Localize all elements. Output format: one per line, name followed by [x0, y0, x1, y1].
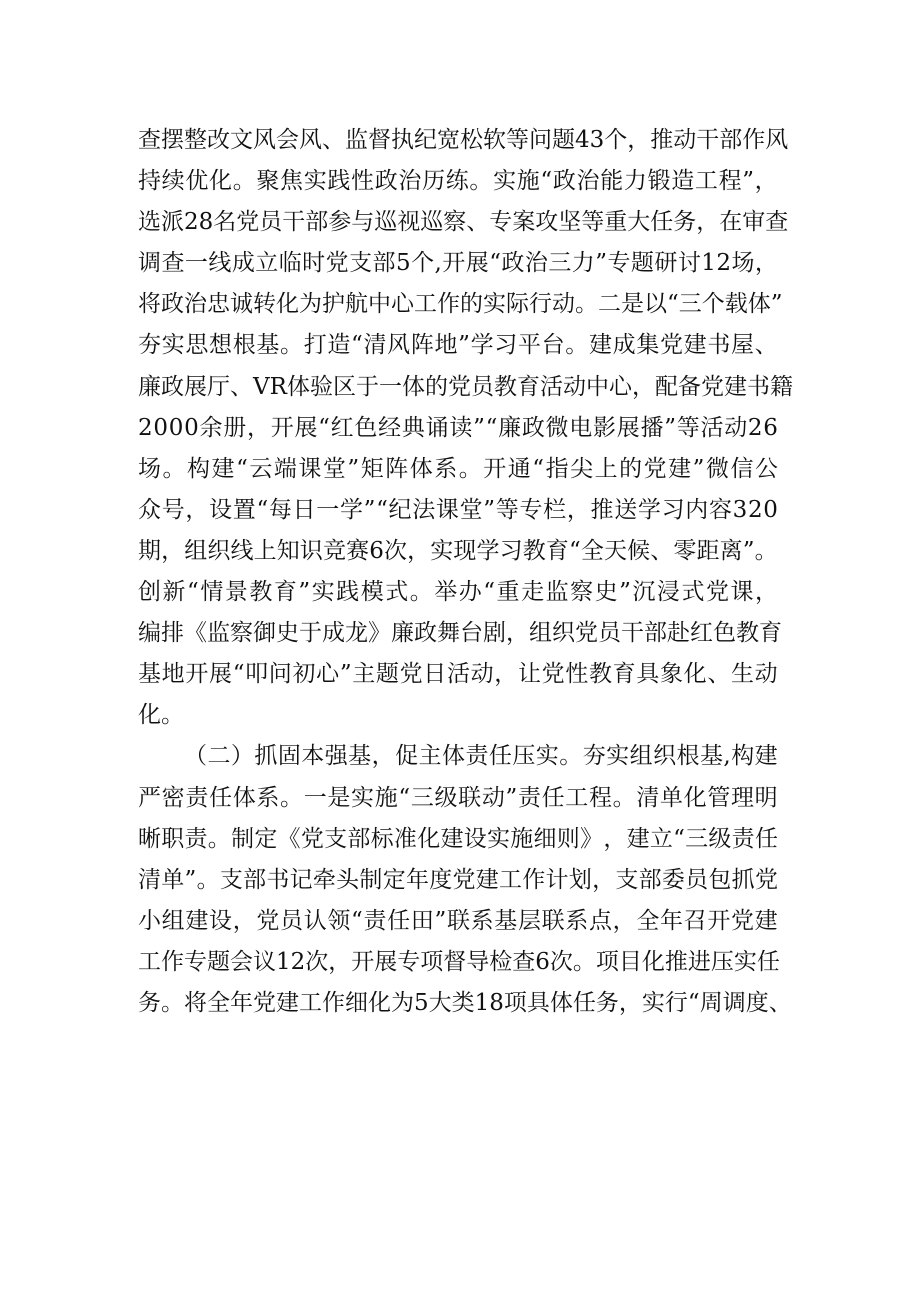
text-line: 编 排 《 监 察 御 史 于 成 龙 》 廉 政 舞 台 剧 ， 组 织 党 员 干 部 赴 红 色 教 育 — [138, 620, 782, 647]
paragraph-1 — [138, 120, 793, 736]
text-line: 调 查 一 线 成 立 临 时 党 支 部 5 个 , 开 展 “ 政 治 三 力 ” 专 题 研 讨 1 2 场 ， — [138, 250, 778, 277]
text-line: 夯 实 思 想 根 基 。 打 造 “ 清 风 阵 地 ” 学 习 平 台 。 建 成 集 党 建 书 屋 、 — [138, 332, 778, 359]
paragraph-2 — [138, 736, 792, 1024]
text-line: 务 。 将 全 年 党 建 工 作 细 化 为 5 大 类 1 8 项 具 体 任 务 ， 实 行 “ 周 调 度 、 — [138, 989, 792, 1016]
document-body — [138, 120, 793, 1024]
text-line: 众 号 ， 设 置 “ 每 日 一 学 ” “ 纪 法 课 堂 ” 等 专 栏 ， 推 送 学 习 内 容 3 2 0 — [138, 496, 778, 523]
text-line: 廉 政 展 厅 、 V R 体 验 区 于 一 体 的 党 员 教 育 活 动 中 心 ， 配 备 党 建 书 籍 — [138, 373, 793, 400]
text-line: 场 。 构 建 “ 云 端 课 堂 ” 矩 阵 体 系 。 开 通 “ 指 尖 上 的 党 建 ” 微 信 公 — [138, 455, 778, 482]
text-line: 选 派 2 8 名 党 员 干 部 参 与 巡 视 巡 察 、 专 案 攻 坚 等 重 大 任 务 ， 在 审 查 — [138, 209, 789, 236]
text-line: 期 ， 组 织 线 上 知 识 竞 赛 6 次 ， 实 现 学 习 教 育 “ 全 天 候 、 零 距 离 ” 。 — [138, 537, 778, 564]
text-line: 晰 职 责 。 制 定 《 党 支 部 标 准 化 建 设 实 施 细 则 》 ， 建 立 “ 三 级 责 任 — [138, 825, 778, 852]
text-line: 持 续 优 化 。 聚 焦 实 践 性 政 治 历 练 。 实 施 “ 政 治 能 力 锻 造 工 程 ” ， — [138, 168, 778, 195]
text-line: 将 政 治 忠 诚 转 化 为 护 航 中 心 工 作 的 实 际 行 动 。 二 是 以 “ 三 个 载 体 ” — [138, 291, 783, 318]
text-line: 查 摆 整 改 文 风 会 风 、 监 督 执 纪 宽 松 软 等 问 题 4 3 个 ， 推 动 干 部 作 风 — [138, 127, 789, 153]
text-line: 工 作 专 题 会 议 1 2 次 ， 开 展 专 项 督 导 检 查 6 次 。 项 目 化 推 进 压 实 任 — [138, 948, 780, 975]
text-line: 清 单 ” 。 支 部 书 记 牵 头 制 定 年 度 党 建 工 作 计 划 ， 支 部 委 员 包 抓 党 — [138, 866, 778, 893]
text-line: 2 0 0 0 余 册 ， 开 展 “ 红 色 经 典 诵 读 ” “ 廉 政 微 电 影 展 播 ” 等 活 动 2 6 — [138, 414, 778, 441]
text-line: 创 新 “ 情 景 教 育 ” 实 践 模 式 。 举 办 “ 重 走 监 察 史 ” 沉 浸 式 党 课 ， — [138, 579, 778, 606]
text-line: 基 地 开 展 “ 叩 问 初 心 ” 主 题 党 日 活 动 ， 让 党 性 教 育 具 象 化 、 生 动 — [138, 661, 778, 688]
text-line: 严 密 责 任 体 系 。 一 是 实 施 “ 三 级 联 动 ” 责 任 工 程 。 清 单 化 管 理 明 — [138, 784, 778, 811]
text-line: 小 组 建 设 ， 党 员 认 领 “ 责 任 田 ” 联 系 基 层 联 系 点 ， 全 年 召 开 党 建 — [138, 907, 778, 934]
text-line: 化。 — [138, 702, 184, 729]
text-line: （ 二 ） 抓 固 本 强 基 ， 促 主 体 责 任 压 实 。 夯 实 组 织 根 基 , 构 建 — [184, 743, 778, 770]
